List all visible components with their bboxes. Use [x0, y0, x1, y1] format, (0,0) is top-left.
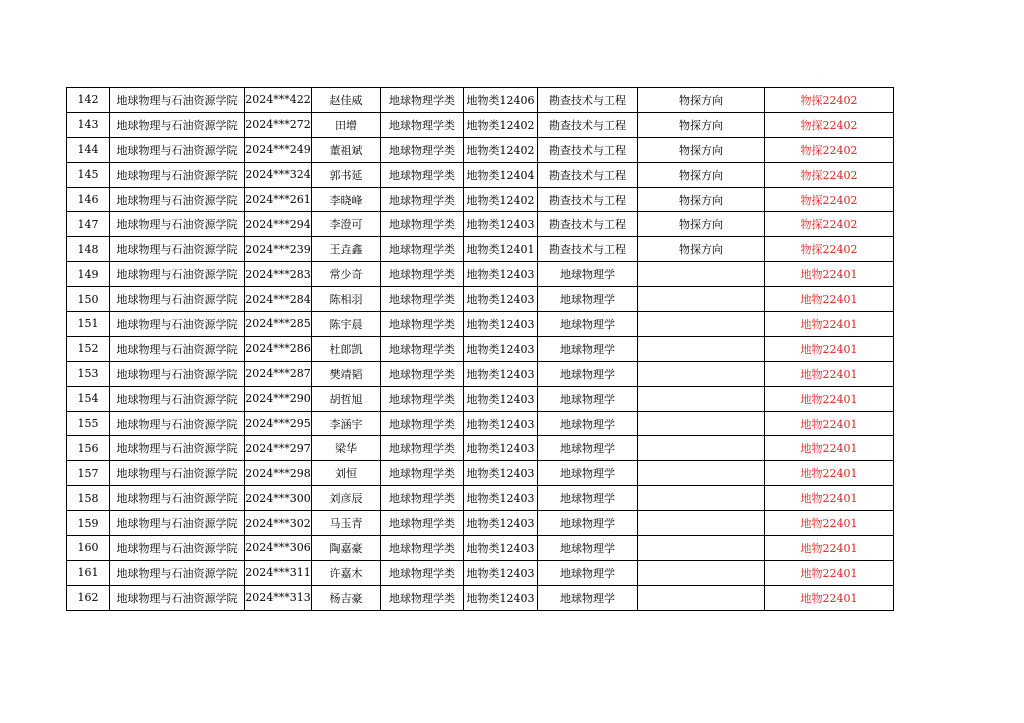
cell-major-category: 地球物理学类: [381, 336, 464, 361]
cell-student-id: 2024***272: [245, 112, 312, 137]
cell-major-category: 地球物理学类: [381, 162, 464, 187]
cell-major: 地球物理学: [538, 511, 638, 536]
cell-direction: [638, 386, 765, 411]
cell-direction: 物探方向: [638, 237, 765, 262]
cell-new-class: 物探22402: [765, 212, 894, 237]
cell-student-name: 田增: [312, 112, 381, 137]
table-row: [67, 312, 894, 337]
cell-row-number: 142: [67, 88, 110, 113]
cell-college: 地球物理与石油资源学院: [110, 162, 245, 187]
table-row: [67, 560, 894, 585]
cell-major: 地球物理学: [538, 536, 638, 561]
table-row: [67, 187, 894, 212]
cell-direction: [638, 436, 765, 461]
cell-new-class: 地物22401: [765, 312, 894, 337]
cell-original-class: 地物类12403: [464, 336, 538, 361]
cell-student-id: 2024***300: [245, 486, 312, 511]
cell-original-class: 地物类12403: [464, 287, 538, 312]
cell-student-id: 2024***313: [245, 585, 312, 610]
cell-row-number: 159: [67, 511, 110, 536]
cell-student-id: 2024***297: [245, 436, 312, 461]
cell-direction: [638, 336, 765, 361]
cell-major-category: 地球物理学类: [381, 88, 464, 113]
cell-major: 勘查技术与工程: [538, 237, 638, 262]
cell-new-class: 物探22402: [765, 162, 894, 187]
cell-student-name: 樊靖韬: [312, 361, 381, 386]
cell-row-number: 147: [67, 212, 110, 237]
cell-student-id: 2024***261: [245, 187, 312, 212]
cell-original-class: 地物类12402: [464, 112, 538, 137]
cell-major-category: 地球物理学类: [381, 112, 464, 137]
cell-college: 地球物理与石油资源学院: [110, 511, 245, 536]
cell-original-class: 地物类12401: [464, 237, 538, 262]
cell-direction: 物探方向: [638, 162, 765, 187]
cell-original-class: 地物类12403: [464, 511, 538, 536]
cell-new-class: 地物22401: [765, 560, 894, 585]
cell-major-category: 地球物理学类: [381, 536, 464, 561]
cell-major-category: 地球物理学类: [381, 511, 464, 536]
cell-direction: 物探方向: [638, 112, 765, 137]
cell-major-category: 地球物理学类: [381, 361, 464, 386]
table-row: [67, 585, 894, 610]
cell-original-class: 地物类12404: [464, 162, 538, 187]
cell-direction: 物探方向: [638, 212, 765, 237]
cell-new-class: 地物22401: [765, 336, 894, 361]
cell-college: 地球物理与石油资源学院: [110, 112, 245, 137]
cell-college: 地球物理与石油资源学院: [110, 237, 245, 262]
cell-major-category: 地球物理学类: [381, 187, 464, 212]
cell-college: 地球物理与石油资源学院: [110, 212, 245, 237]
cell-student-name: 李澄可: [312, 212, 381, 237]
table-row: [67, 112, 894, 137]
cell-major: 地球物理学: [538, 312, 638, 337]
cell-student-id: 2024***294: [245, 212, 312, 237]
cell-student-name: 马玉青: [312, 511, 381, 536]
cell-college: 地球物理与石油资源学院: [110, 585, 245, 610]
cell-new-class: 地物22401: [765, 262, 894, 287]
cell-student-name: 常少奇: [312, 262, 381, 287]
cell-row-number: 161: [67, 560, 110, 585]
cell-row-number: 152: [67, 336, 110, 361]
cell-major: 勘查技术与工程: [538, 212, 638, 237]
cell-original-class: 地物类12403: [464, 461, 538, 486]
cell-new-class: 地物22401: [765, 386, 894, 411]
cell-original-class: 地物类12403: [464, 312, 538, 337]
table-row: [67, 336, 894, 361]
cell-row-number: 158: [67, 486, 110, 511]
cell-original-class: 地物类12403: [464, 560, 538, 585]
cell-student-id: 2024***324: [245, 162, 312, 187]
cell-major: 地球物理学: [538, 287, 638, 312]
cell-major-category: 地球物理学类: [381, 287, 464, 312]
cell-major-category: 地球物理学类: [381, 386, 464, 411]
cell-major: 地球物理学: [538, 411, 638, 436]
cell-college: 地球物理与石油资源学院: [110, 137, 245, 162]
cell-major: 地球物理学: [538, 461, 638, 486]
cell-student-name: 王垚鑫: [312, 237, 381, 262]
table-row: [67, 461, 894, 486]
table-row: [67, 212, 894, 237]
cell-row-number: 143: [67, 112, 110, 137]
table-row: [67, 411, 894, 436]
cell-major: 地球物理学: [538, 486, 638, 511]
cell-direction: 物探方向: [638, 187, 765, 212]
cell-student-id: 2024***302: [245, 511, 312, 536]
cell-original-class: 地物类12403: [464, 436, 538, 461]
cell-student-name: 李涵宇: [312, 411, 381, 436]
table-row: [67, 262, 894, 287]
cell-row-number: 160: [67, 536, 110, 561]
cell-college: 地球物理与石油资源学院: [110, 411, 245, 436]
cell-major: 勘查技术与工程: [538, 88, 638, 113]
cell-student-id: 2024***284: [245, 287, 312, 312]
cell-original-class: 地物类12406: [464, 88, 538, 113]
cell-student-id: 2024***239: [245, 237, 312, 262]
table-row: [67, 436, 894, 461]
cell-row-number: 162: [67, 585, 110, 610]
cell-new-class: 地物22401: [765, 361, 894, 386]
cell-student-name: 郭书延: [312, 162, 381, 187]
cell-major: 地球物理学: [538, 262, 638, 287]
table-row: [67, 536, 894, 561]
cell-student-name: 刘彦辰: [312, 486, 381, 511]
cell-major-category: 地球物理学类: [381, 237, 464, 262]
cell-student-id: 2024***249: [245, 137, 312, 162]
cell-original-class: 地物类12403: [464, 361, 538, 386]
cell-row-number: 153: [67, 361, 110, 386]
cell-student-id: 2024***295: [245, 411, 312, 436]
cell-college: 地球物理与石油资源学院: [110, 536, 245, 561]
cell-major-category: 地球物理学类: [381, 461, 464, 486]
cell-student-name: 陈相羽: [312, 287, 381, 312]
cell-college: 地球物理与石油资源学院: [110, 486, 245, 511]
table-row: [67, 287, 894, 312]
cell-direction: [638, 287, 765, 312]
cell-major-category: 地球物理学类: [381, 262, 464, 287]
cell-student-name: 许嘉木: [312, 560, 381, 585]
cell-college: 地球物理与石油资源学院: [110, 88, 245, 113]
cell-major: 勘查技术与工程: [538, 162, 638, 187]
cell-student-id: 2024***422: [245, 88, 312, 113]
cell-new-class: 地物22401: [765, 536, 894, 561]
cell-major: 地球物理学: [538, 336, 638, 361]
cell-student-id: 2024***290: [245, 386, 312, 411]
cell-major-category: 地球物理学类: [381, 585, 464, 610]
cell-new-class: 物探22402: [765, 88, 894, 113]
cell-direction: [638, 560, 765, 585]
cell-college: 地球物理与石油资源学院: [110, 187, 245, 212]
cell-original-class: 地物类12402: [464, 187, 538, 212]
cell-new-class: 地物22401: [765, 436, 894, 461]
cell-direction: [638, 312, 765, 337]
cell-major-category: 地球物理学类: [381, 137, 464, 162]
student-roster-table: [66, 87, 894, 611]
cell-major-category: 地球物理学类: [381, 486, 464, 511]
cell-student-name: 梁华: [312, 436, 381, 461]
cell-college: 地球物理与石油资源学院: [110, 287, 245, 312]
table-row: [67, 137, 894, 162]
cell-original-class: 地物类12403: [464, 262, 538, 287]
cell-row-number: 157: [67, 461, 110, 486]
cell-direction: [638, 461, 765, 486]
cell-direction: [638, 486, 765, 511]
cell-student-id: 2024***286: [245, 336, 312, 361]
table-row: [67, 237, 894, 262]
cell-student-id: 2024***311: [245, 560, 312, 585]
cell-direction: [638, 411, 765, 436]
cell-row-number: 150: [67, 287, 110, 312]
cell-student-name: 赵佳威: [312, 88, 381, 113]
cell-row-number: 156: [67, 436, 110, 461]
cell-student-name: 李晓峰: [312, 187, 381, 212]
cell-student-name: 陶嘉豪: [312, 536, 381, 561]
table-row: [67, 386, 894, 411]
cell-college: 地球物理与石油资源学院: [110, 436, 245, 461]
cell-student-id: 2024***283: [245, 262, 312, 287]
cell-student-name: 陈宇晨: [312, 312, 381, 337]
cell-original-class: 地物类12403: [464, 486, 538, 511]
cell-student-name: 刘恒: [312, 461, 381, 486]
cell-college: 地球物理与石油资源学院: [110, 361, 245, 386]
cell-new-class: 地物22401: [765, 585, 894, 610]
table-row: [67, 361, 894, 386]
cell-new-class: 物探22402: [765, 137, 894, 162]
cell-major: 勘查技术与工程: [538, 112, 638, 137]
table-row: [67, 511, 894, 536]
cell-new-class: 地物22401: [765, 287, 894, 312]
cell-student-name: 杜郎凯: [312, 336, 381, 361]
cell-student-name: 杨吉豪: [312, 585, 381, 610]
cell-major: 地球物理学: [538, 585, 638, 610]
cell-original-class: 地物类12402: [464, 137, 538, 162]
cell-college: 地球物理与石油资源学院: [110, 386, 245, 411]
cell-new-class: 物探22402: [765, 112, 894, 137]
cell-row-number: 155: [67, 411, 110, 436]
cell-student-id: 2024***285: [245, 312, 312, 337]
cell-direction: [638, 511, 765, 536]
cell-direction: [638, 361, 765, 386]
cell-row-number: 149: [67, 262, 110, 287]
cell-major-category: 地球物理学类: [381, 560, 464, 585]
cell-student-id: 2024***306: [245, 536, 312, 561]
cell-original-class: 地物类12403: [464, 411, 538, 436]
cell-student-id: 2024***298: [245, 461, 312, 486]
cell-original-class: 地物类12403: [464, 536, 538, 561]
cell-new-class: 物探22402: [765, 237, 894, 262]
cell-major: 地球物理学: [538, 560, 638, 585]
cell-direction: [638, 536, 765, 561]
cell-row-number: 146: [67, 187, 110, 212]
cell-direction: 物探方向: [638, 137, 765, 162]
cell-row-number: 148: [67, 237, 110, 262]
cell-student-name: 董祖斌: [312, 137, 381, 162]
cell-original-class: 地物类12403: [464, 386, 538, 411]
table-row: [67, 162, 894, 187]
cell-major-category: 地球物理学类: [381, 436, 464, 461]
cell-major-category: 地球物理学类: [381, 312, 464, 337]
cell-new-class: 地物22401: [765, 511, 894, 536]
cell-major-category: 地球物理学类: [381, 411, 464, 436]
table-row: [67, 88, 894, 113]
cell-college: 地球物理与石油资源学院: [110, 262, 245, 287]
cell-college: 地球物理与石油资源学院: [110, 336, 245, 361]
cell-row-number: 145: [67, 162, 110, 187]
cell-college: 地球物理与石油资源学院: [110, 461, 245, 486]
cell-direction: [638, 262, 765, 287]
cell-original-class: 地物类12403: [464, 585, 538, 610]
cell-row-number: 154: [67, 386, 110, 411]
cell-student-id: 2024***287: [245, 361, 312, 386]
cell-student-name: 胡哲旭: [312, 386, 381, 411]
cell-direction: 物探方向: [638, 88, 765, 113]
cell-new-class: 地物22401: [765, 411, 894, 436]
cell-major-category: 地球物理学类: [381, 212, 464, 237]
table-row: [67, 486, 894, 511]
cell-new-class: 地物22401: [765, 461, 894, 486]
cell-row-number: 151: [67, 312, 110, 337]
cell-major: 地球物理学: [538, 386, 638, 411]
cell-new-class: 物探22402: [765, 187, 894, 212]
cell-direction: [638, 585, 765, 610]
cell-major: 勘查技术与工程: [538, 187, 638, 212]
cell-original-class: 地物类12403: [464, 212, 538, 237]
cell-college: 地球物理与石油资源学院: [110, 312, 245, 337]
cell-row-number: 144: [67, 137, 110, 162]
cell-major: 勘查技术与工程: [538, 137, 638, 162]
cell-major: 地球物理学: [538, 436, 638, 461]
cell-college: 地球物理与石油资源学院: [110, 560, 245, 585]
cell-major: 地球物理学: [538, 361, 638, 386]
cell-new-class: 地物22401: [765, 486, 894, 511]
